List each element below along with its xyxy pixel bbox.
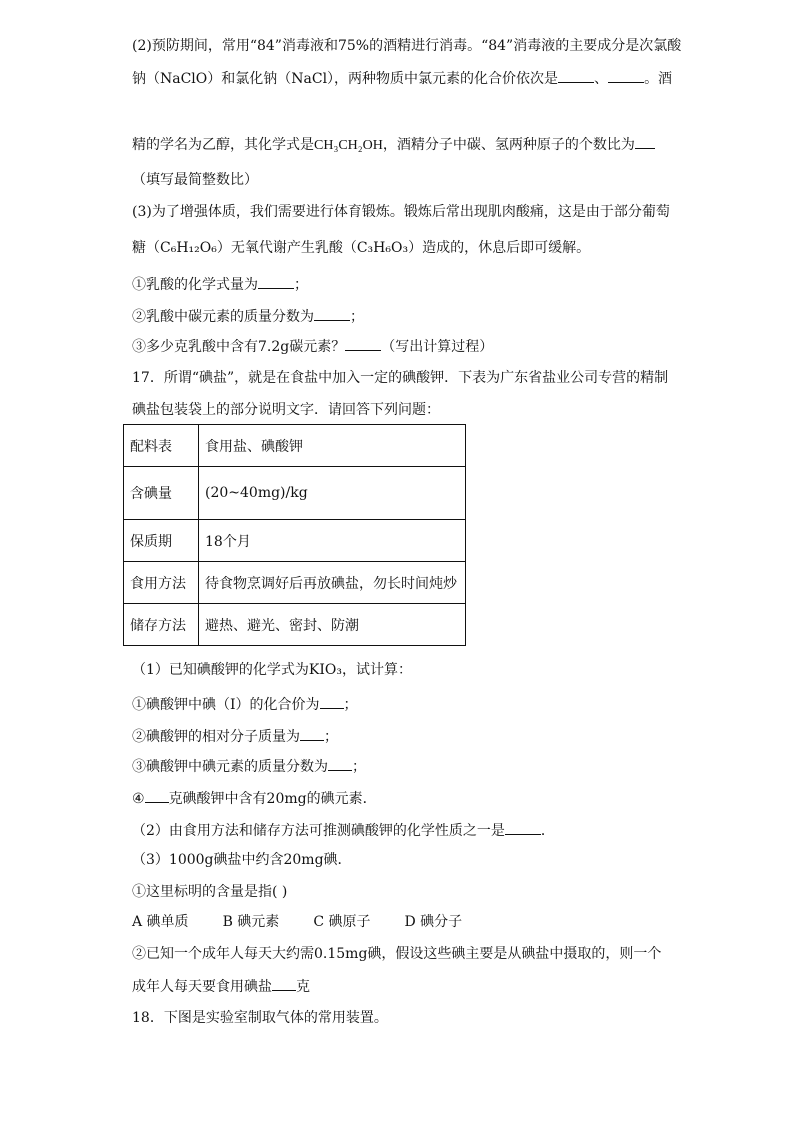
- q16-sub3: ③多少克乳酸中含有7.2g碳元素？ （写出计算过程）: [132, 336, 493, 357]
- option-c[interactable]: C 碘原子: [313, 914, 371, 930]
- q16-sub1: ①乳酸的化学式量为 ；: [132, 274, 308, 295]
- option-d[interactable]: D 碘分子: [404, 914, 463, 930]
- answer-blank[interactable]: [300, 726, 324, 741]
- q17-intro-line2: 碘盐包装袋上的部分说明文字．请回答下列问题：: [132, 402, 440, 418]
- q16-part2-line1: (2)预防期间，常用“84”消毒液和75%的酒精进行消毒。“84”消毒液的主要成分是次氯酸: [132, 38, 682, 54]
- option-b[interactable]: B 碘元素: [222, 914, 280, 930]
- q17-calc1: ①碘酸钾中碘（I）的化合价为 ；: [132, 694, 358, 715]
- table-value: 待食物烹调好后再放碘盐，勿长时间炖炒: [199, 562, 466, 604]
- table-key: 食用方法: [124, 562, 199, 604]
- q17-part1: （1）已知碘酸钾的化学式为KIO₃，试计算：: [132, 662, 412, 678]
- salt-info-table: [123, 424, 466, 646]
- answer-blank[interactable]: [345, 336, 381, 351]
- table-row: [124, 562, 466, 604]
- q16-part3-line1: (3)为了增强体质，我们需要进行体育锻炼。锻炼后常出现肌肉酸痛，这是由于部分葡萄: [132, 204, 670, 220]
- q17-part2: （2）由食用方法和储存方法可推测碘酸钾的化学性质之一是 ．: [132, 820, 555, 841]
- q16-part2-line3: 精的学名为乙醇，其化学式是CH₃CH₂OH，酒精分子中碳、氢两种原子的个数比为: [132, 134, 655, 156]
- q16-sub2: ②乳酸中碳元素的质量分数为 ；: [132, 306, 364, 327]
- q17-m2-line2: 成年人每天要食用碘盐 克: [132, 976, 310, 997]
- q16-part2-line2: 钠（NaClO）和氯化钠（NaCl），两种物质中氯元素的化合价依次是 、 。酒: [132, 68, 672, 89]
- q17-mc-options: [132, 912, 496, 932]
- table-value: 避热、避光、密封、防潮: [199, 604, 466, 646]
- table-key: 保质期: [124, 520, 199, 562]
- table-value: 食用盐、碘酸钾: [199, 425, 466, 467]
- table-key: 配料表: [124, 425, 199, 467]
- table-row: [124, 604, 466, 646]
- q16-part2-line4: （填写最简整数比）: [132, 172, 258, 188]
- table-row: [124, 467, 466, 520]
- table-value: 18个月: [199, 520, 466, 562]
- q18-intro: 18．下图是实验室制取气体的常用装置。: [132, 1010, 388, 1026]
- answer-blank[interactable]: [258, 274, 294, 289]
- answer-blank[interactable]: [635, 134, 655, 149]
- table-key: 储存方法: [124, 604, 199, 646]
- answer-blank[interactable]: [328, 756, 352, 771]
- answer-blank[interactable]: [145, 788, 169, 803]
- table-row: [124, 520, 466, 562]
- option-a[interactable]: A 碘单质: [132, 914, 189, 930]
- q16-part3-line2: 糖（C₆H₁₂O₆）无氧代谢产生乳酸（C₃H₆O₃）造成的，休息后即可缓解。: [132, 240, 591, 256]
- answer-blank[interactable]: [558, 68, 594, 83]
- table-key: 含碘量: [124, 467, 199, 520]
- answer-blank[interactable]: [608, 68, 644, 83]
- q17-intro-line1: 17．所谓“碘盐”，就是在食盐中加入一定的碘酸钾．下表为广东省盐业公司专营的精制: [132, 370, 669, 386]
- q17-calc3: ③碘酸钾中碘元素的质量分数为 ；: [132, 756, 366, 777]
- q17-part3: （3）1000g碘盐中约含20mg碘．: [132, 852, 352, 868]
- answer-blank[interactable]: [314, 306, 350, 321]
- answer-blank[interactable]: [505, 820, 541, 835]
- q17-calc2: ②碘酸钾的相对分子质量为 ；: [132, 726, 338, 747]
- q17-m2-line1: ②已知一个成年人每天大约需0.15mg碘，假设这些碘主要是从碘盐中摄取的，则一个: [132, 946, 662, 962]
- answer-blank[interactable]: [272, 976, 296, 991]
- table-row: [124, 425, 466, 467]
- table-value: (20~40mg)/kg: [199, 467, 466, 520]
- answer-blank[interactable]: [320, 694, 344, 709]
- q17-calc4: ④ 克碘酸钾中含有20mg的碘元素．: [132, 788, 377, 809]
- q17-mc-question: ①这里标明的含量是指( ): [132, 884, 288, 900]
